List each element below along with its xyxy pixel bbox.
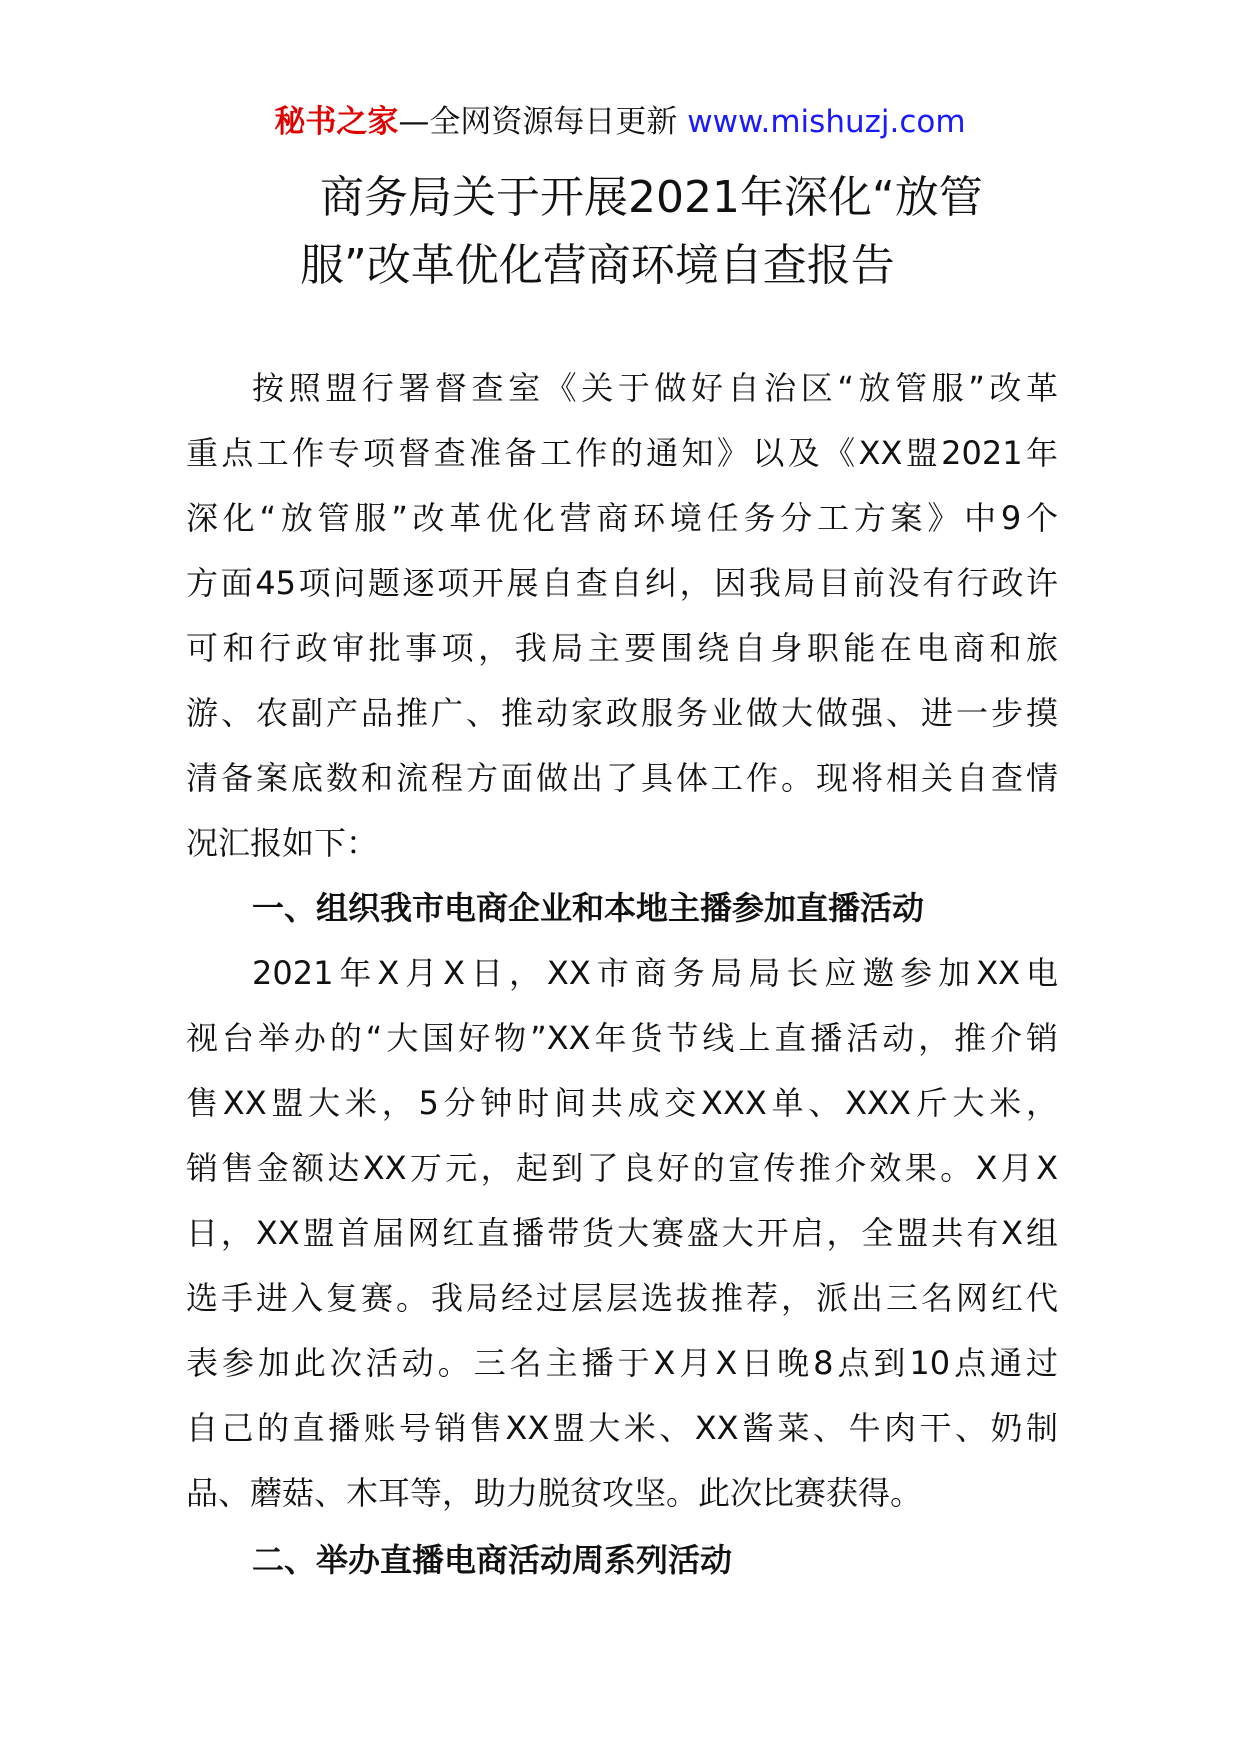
paragraph-line: 视台举办的“大国好物”XX年货节线上直播活动，推介销 xyxy=(186,1019,1058,1057)
section-heading-2: 二、举办直播电商活动周系列活动 xyxy=(252,1541,733,1579)
document-title xyxy=(300,164,1060,300)
title-line-1: 商务局关于开展2021年深化“放管 xyxy=(320,172,983,223)
paragraph-line: 可和行政审批事项，我局主要围绕自身职能在电商和旅 xyxy=(186,629,1058,667)
paragraph-line: 深化“放管服”改革优化营商环境任务分工方案》中9个 xyxy=(186,499,1058,537)
paragraph-line: 表参加此次活动。三名主播于X月X日晚8点到10点通过 xyxy=(186,1344,1058,1382)
paragraph-line: 方面45项问题逐项开展自查自纠，因我局目前没有行政许 xyxy=(186,564,1058,602)
paragraph-line: 选手进入复赛。我局经过层层选拔推荐，派出三名网红代 xyxy=(186,1279,1058,1317)
document-body xyxy=(186,356,1058,1593)
section-heading-1: 一、组织我市电商企业和本地主播参加直播活动 xyxy=(252,889,925,927)
paragraph-line: 游、农副产品推广、推动家政服务业做大做强、进一步摸 xyxy=(186,694,1058,732)
intro-paragraph xyxy=(186,356,1058,876)
site-url-link[interactable]: www.mishuzj.com xyxy=(687,104,966,140)
paragraph-line: 按照盟行署督查室《关于做好自治区“放管服”改革 xyxy=(252,369,1058,407)
site-header xyxy=(0,100,1240,144)
title-line-2: 服”改革优化营商环境自查报告 xyxy=(300,240,895,291)
paragraph-line: 品、蘑菇、木耳等，助力脱贫攻坚。此次比赛获得。 xyxy=(186,1474,923,1512)
header-tagline: —全网资源每日更新 xyxy=(398,104,678,140)
section-1-paragraph xyxy=(186,941,1058,1526)
paragraph-line: 日，XX盟首届网红直播带货大赛盛大开启，全盟共有X组 xyxy=(186,1214,1058,1252)
paragraph-line: 重点工作专项督查准备工作的通知》以及《XX盟2021年 xyxy=(186,434,1058,472)
paragraph-line: 况汇报如下： xyxy=(186,824,379,862)
brand-name: 秘书之家 xyxy=(274,104,399,140)
paragraph-line: 清备案底数和流程方面做出了具体工作。现将相关自查情 xyxy=(186,759,1058,797)
paragraph-line: 销售金额达XX万元，起到了良好的宣传推介效果。X月X xyxy=(186,1149,1058,1187)
paragraph-line: 售XX盟大米，5分钟时间共成交XXX单、XXX斤大米， xyxy=(186,1084,1058,1122)
paragraph-line: 自己的直播账号销售XX盟大米、XX酱菜、牛肉干、奶制 xyxy=(186,1409,1058,1447)
paragraph-line: 2021年X月X日，XX市商务局局长应邀参加XX电 xyxy=(252,954,1058,992)
